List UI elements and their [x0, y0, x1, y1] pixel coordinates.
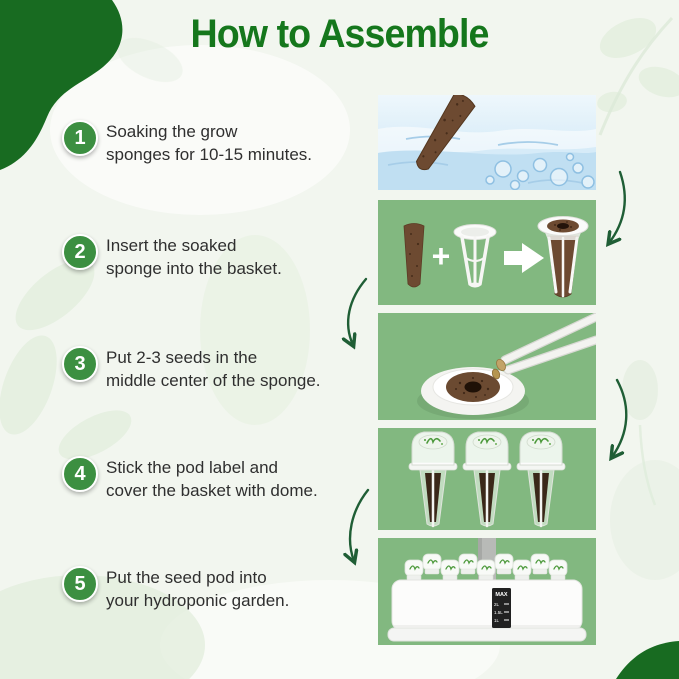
step-3-number-badge: 3: [62, 346, 98, 382]
step-4: [62, 453, 367, 502]
step-5-number-badge: 5: [62, 566, 98, 602]
step-3-text: [106, 343, 321, 392]
plus-sign: +: [431, 238, 451, 274]
water-level-window: [492, 588, 511, 628]
step-2-text: [106, 231, 282, 280]
step-1-number-badge: 1: [62, 120, 98, 156]
three-seed-pods-image: [378, 428, 596, 530]
step-5: [62, 563, 367, 612]
step-1-line2: sponges for 10-15 minutes.: [106, 145, 313, 164]
page-title: How to Assemble: [190, 12, 489, 56]
step-2-number-badge: 2: [62, 234, 98, 270]
step-2-line1: Insert the soaked: [106, 236, 237, 255]
max-label: MAX: [495, 592, 508, 598]
step-3: [62, 343, 367, 392]
assembly-panel: [378, 200, 596, 305]
step-2: [62, 231, 367, 280]
soaking-photo-panel: [378, 95, 596, 190]
step-4-line1: Stick the pod label and: [106, 458, 279, 477]
level-label-2l: 2L: [494, 602, 500, 607]
step-4-line2: cover the basket with dome.: [106, 481, 318, 500]
step-5-line1: Put the seed pod into: [106, 568, 267, 587]
level-label-1-5l: 1.5L: [494, 610, 503, 615]
level-label-1l: 1L: [494, 618, 500, 623]
step-3-line2: middle center of the sponge.: [106, 371, 321, 390]
step-1-line1: Soaking the grow: [106, 122, 238, 141]
seeding-panel: [378, 313, 596, 420]
pods-with-domes-panel: [378, 428, 596, 530]
step-2-line2: sponge into the basket.: [106, 259, 282, 278]
tweezers-seeding-image: [378, 313, 596, 420]
sponge-plus-basket-image: [378, 200, 596, 305]
sponge-soaking-in-water-image: [378, 95, 596, 190]
step-4-number-badge: 4: [62, 456, 98, 492]
garden-base: [388, 580, 586, 641]
step-5-text: [106, 563, 289, 612]
step-4-text: [106, 453, 318, 502]
step-5-line2: your hydroponic garden.: [106, 591, 290, 610]
step-1: [62, 117, 367, 166]
hydroponic-garden-panel: [378, 538, 596, 645]
step-3-line1: Put 2-3 seeds in the: [106, 348, 258, 367]
step-1-text: [106, 117, 312, 166]
hydroponic-garden-image: [378, 538, 596, 645]
